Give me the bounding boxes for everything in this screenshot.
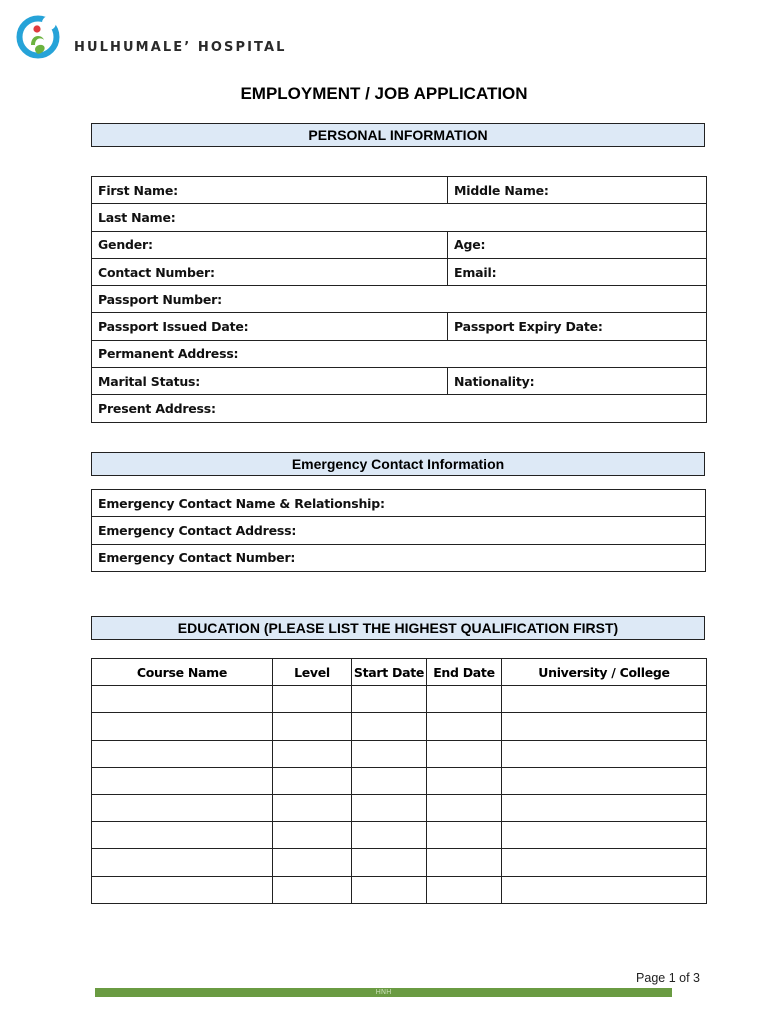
- university-cell[interactable]: [502, 767, 707, 794]
- emergency-contact-name-field[interactable]: Emergency Contact Name & Relationship:: [92, 490, 706, 517]
- university-cell[interactable]: [502, 686, 707, 713]
- column-header-end-date: End Date: [427, 659, 502, 686]
- column-header-university-college: University / College: [502, 659, 707, 686]
- course-name-cell[interactable]: [92, 713, 273, 740]
- permanent-address-field[interactable]: Permanent Address:: [92, 340, 707, 367]
- table-row: [92, 713, 707, 740]
- course-name-cell[interactable]: [92, 740, 273, 767]
- personal-information-table: [91, 176, 707, 423]
- level-cell[interactable]: [273, 822, 352, 849]
- passport-number-field[interactable]: Passport Number:: [92, 286, 707, 313]
- level-cell[interactable]: [273, 740, 352, 767]
- university-cell[interactable]: [502, 713, 707, 740]
- course-name-cell[interactable]: [92, 794, 273, 821]
- university-cell[interactable]: [502, 740, 707, 767]
- start-date-cell[interactable]: [352, 686, 427, 713]
- end-date-cell[interactable]: [427, 767, 502, 794]
- end-date-cell[interactable]: [427, 876, 502, 903]
- start-date-cell[interactable]: [352, 794, 427, 821]
- course-name-cell[interactable]: [92, 767, 273, 794]
- level-cell[interactable]: [273, 767, 352, 794]
- hospital-logo-icon: [16, 14, 60, 60]
- page-number: Page 1 of 3: [636, 971, 700, 985]
- table-row: [92, 767, 707, 794]
- gender-field[interactable]: Gender:: [92, 231, 448, 258]
- emergency-contact-number-field[interactable]: Emergency Contact Number:: [92, 544, 706, 571]
- last-name-field[interactable]: Last Name:: [92, 204, 707, 231]
- start-date-cell[interactable]: [352, 740, 427, 767]
- hospital-name: HULHUMALE’ HOSPITAL: [74, 40, 287, 55]
- start-date-cell[interactable]: [352, 767, 427, 794]
- table-row: [92, 849, 707, 876]
- education-rows: [92, 686, 707, 904]
- education-table: [91, 658, 707, 904]
- level-cell[interactable]: [273, 686, 352, 713]
- marital-status-field[interactable]: Marital Status:: [92, 368, 448, 395]
- passport-issued-date-field[interactable]: Passport Issued Date:: [92, 313, 448, 340]
- passport-expiry-date-field[interactable]: Passport Expiry Date:: [448, 313, 707, 340]
- document-title: EMPLOYMENT / JOB APPLICATION: [240, 84, 528, 103]
- end-date-cell[interactable]: [427, 822, 502, 849]
- present-address-field[interactable]: Present Address:: [92, 395, 707, 422]
- email-field[interactable]: Email:: [448, 258, 707, 285]
- level-cell[interactable]: [273, 713, 352, 740]
- footer-bar: HNH: [95, 988, 672, 997]
- column-header-course-name: Course Name: [92, 659, 273, 686]
- university-cell[interactable]: [502, 794, 707, 821]
- course-name-cell[interactable]: [92, 849, 273, 876]
- emergency-contact-header: Emergency Contact Information: [91, 452, 705, 476]
- table-row: [92, 876, 707, 903]
- middle-name-field[interactable]: Middle Name:: [448, 177, 707, 204]
- course-name-cell[interactable]: [92, 876, 273, 903]
- level-cell[interactable]: [273, 794, 352, 821]
- start-date-cell[interactable]: [352, 713, 427, 740]
- level-cell[interactable]: [273, 876, 352, 903]
- start-date-cell[interactable]: [352, 876, 427, 903]
- column-header-start-date: Start Date: [352, 659, 427, 686]
- start-date-cell[interactable]: [352, 849, 427, 876]
- first-name-field[interactable]: First Name:: [92, 177, 448, 204]
- table-row: [92, 740, 707, 767]
- table-row: [92, 822, 707, 849]
- end-date-cell[interactable]: [427, 849, 502, 876]
- level-cell[interactable]: [273, 849, 352, 876]
- personal-information-header: PERSONAL INFORMATION: [91, 123, 705, 147]
- university-cell[interactable]: [502, 876, 707, 903]
- emergency-contact-table: [91, 489, 706, 572]
- end-date-cell[interactable]: [427, 740, 502, 767]
- emergency-contact-address-field[interactable]: Emergency Contact Address:: [92, 517, 706, 544]
- contact-number-field[interactable]: Contact Number:: [92, 258, 448, 285]
- nationality-field[interactable]: Nationality:: [448, 368, 707, 395]
- university-cell[interactable]: [502, 849, 707, 876]
- table-row: [92, 686, 707, 713]
- age-field[interactable]: Age:: [448, 231, 707, 258]
- course-name-cell[interactable]: [92, 822, 273, 849]
- end-date-cell[interactable]: [427, 713, 502, 740]
- end-date-cell[interactable]: [427, 794, 502, 821]
- education-header: EDUCATION (PLEASE LIST THE HIGHEST QUALIFICATION FIRST): [91, 616, 705, 640]
- end-date-cell[interactable]: [427, 686, 502, 713]
- course-name-cell[interactable]: [92, 686, 273, 713]
- start-date-cell[interactable]: [352, 822, 427, 849]
- university-cell[interactable]: [502, 822, 707, 849]
- column-header-level: Level: [273, 659, 352, 686]
- table-row: [92, 794, 707, 821]
